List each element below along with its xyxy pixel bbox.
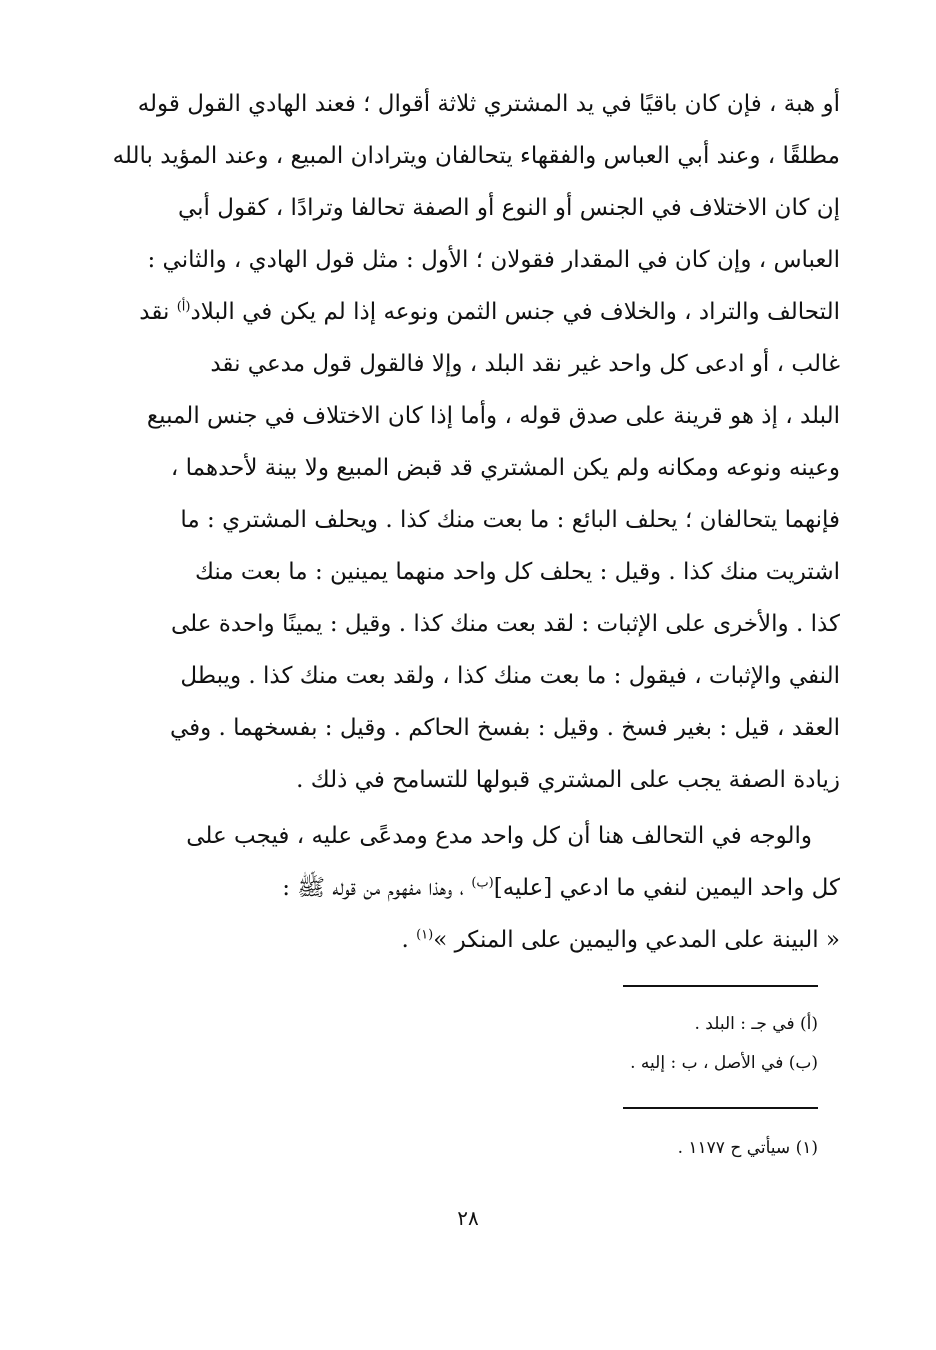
text-segment: ، وهذا مفهوم من قوله ﷺ : — [282, 875, 465, 901]
text-line: العقد ، قيل : بغير فسخ . وقيل : بفسخ الحاكم . وقيل : بفسخهما . وفي — [169, 715, 840, 741]
footnote-divider — [623, 1107, 818, 1109]
text-line: مطلقًا ، وعند أبي العباس والفقهاء يتحالفان ويترادان المبيع ، وعند المؤيد بالله — [112, 143, 840, 169]
text-line: أو هبة ، فإن كان باقيًا في يد المشتري ثلاثة أقوال ؛ فعند الهادي القول قوله — [137, 91, 840, 117]
text-line: وعينه ونوعه ومكانه ولم يكن المشتري قد قبض المبيع ولا بينة لأحدهما ، — [170, 455, 840, 481]
footnote-marker-a: (أ) — [176, 299, 191, 315]
footnote-divider — [623, 985, 818, 987]
page-number: ٢٨ — [457, 1206, 479, 1230]
text-line: إن كان الاختلاف في الجنس أو النوع أو الصفة تحالفا وترادًا ، كقول أبي — [177, 195, 840, 221]
main-paragraph — [112, 78, 840, 806]
footnote-marker-1: (١) — [416, 927, 434, 943]
text-line: فإنهما يتحالفان ؛ يحلف البائع : ما بعت منك كذا . ويحلف المشتري : ما — [180, 507, 840, 533]
variant-note-a: (أ) في جـ : البلد . — [694, 1014, 818, 1034]
text-line-with-footnote — [150, 914, 840, 966]
text-segment: . — [401, 927, 409, 953]
second-paragraph — [150, 810, 840, 966]
text-line: زيادة الصفة يجب على المشتري قبولها للتسامح في ذلك . — [296, 767, 840, 793]
text-line: غالب ، أو ادعى كل واحد غير نقد البلد ، وإلا فالقول قول مدعي نقد — [210, 351, 840, 377]
text-segment: نقد — [139, 299, 170, 325]
text-line-with-footnote — [150, 862, 840, 914]
text-line: اشتريت منك كذا . وقيل : يحلف كل واحد منهما يمينين : ما بعت منك — [194, 559, 840, 585]
text-segment: كل واحد اليمين لنفي ما ادعي [عليه] — [493, 875, 840, 901]
text-line: البلد ، إذ هو قرينة على صدق قوله ، وأما إذا كان الاختلاف في جنس المبيع — [146, 403, 840, 429]
text-line: العباس ، وإن كان في المقدار فقولان ؛ الأول : مثل قول الهادي ، والثاني : — [147, 247, 840, 273]
text-line: والوجه في التحالف هنا أن كل واحد مدع ومدعًى عليه ، فيجب على — [186, 823, 812, 849]
text-line: كذا . والأخرى على الإثبات : لقد بعت منك كذا . وقيل : يمينًا واحدة على — [171, 611, 840, 637]
text-segment: التحالف والتراد ، والخلاف في جنس الثمن ونوعه إذا لم يكن في البلاد — [190, 299, 840, 325]
footnote-marker-b: (ب) — [471, 875, 494, 891]
variant-note-b: (ب) في الأصل ، ب : إليه . — [630, 1053, 818, 1073]
reference-note-1: (١) سيأتي ح ١١٧٧ . — [677, 1138, 818, 1158]
text-line-with-footnote — [139, 286, 840, 338]
hadith-quote: « البينة على المدعي واليمين على المنكر » — [433, 927, 840, 953]
text-line: النفي والإثبات ، فيقول : ما بعت منك كذا ، ولقد بعت منك كذا . ويبطل — [180, 663, 840, 689]
